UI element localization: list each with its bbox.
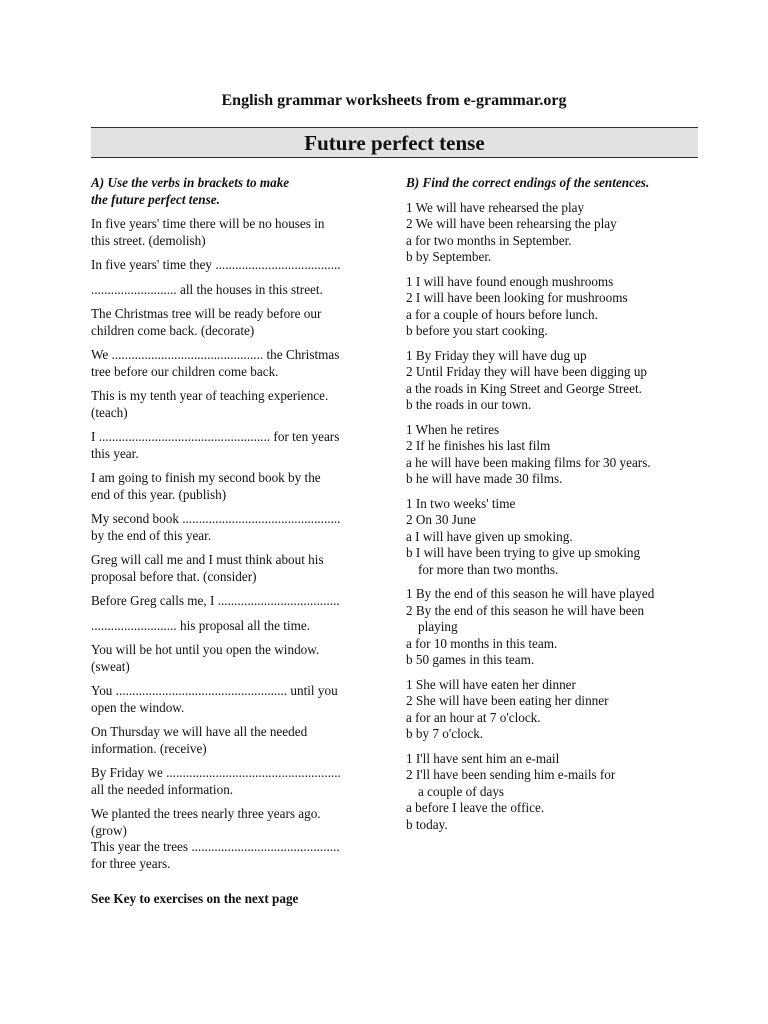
exercise-b-item-line: 2 By the end of this season he will have been [406,602,645,618]
exercise-a-item [91,552,371,585]
exercise-b-instruction: B) Find the correct endings of the sentences. [406,175,650,190]
exercise-a-item-line: open the window. [91,699,185,715]
exercise-b-item-line: for more than two months. [418,561,559,577]
exercise-a-item [91,388,371,421]
exercise-b-item-line: 1 By Friday they will have dug up [406,347,587,363]
exercise-a-item-line: On Thursday we will have all the needed [91,724,308,739]
exercise-b-item-line: 2 I'll have been sending him e-mails for [406,767,616,782]
exercise-b-item-line: b before you start cooking. [406,323,548,338]
exercise-b-item-line: 2 We will have been rehearsing the play [406,216,617,231]
exercise-a-item-line: all the needed information. [91,781,234,797]
exercise-b-item-line: b he will have made 30 films. [406,471,563,486]
exercise-a-item [91,683,371,716]
exercise-b-item [406,200,706,266]
exercise-b-item [406,422,706,488]
exercise-a-item-line: end of this year. (publish) [91,486,227,502]
exercise-b-item-line: 1 By the end of this season he will have played [406,586,655,601]
exercise-a-item-line: I .................................................... for ten years [91,429,340,444]
exercise-a-item-line: (teach) [91,404,128,420]
exercise-a-item-line: I am going to finish my second book by the [91,470,321,485]
exercise-a-item [91,429,371,462]
exercise-b-item-line: b by September. [406,249,492,264]
exercise-b-item-line: 1 When he retires [406,421,500,437]
exercise-b-item-line: 2 I will have been looking for mushrooms [406,290,628,305]
exercise-a-item-line: .......................... his proposal all the time. [91,617,311,633]
exercise-b-item-line: 2 Until Friday they will have been digging up [406,364,648,379]
exercise-b-item [406,348,706,414]
exercise-a-item [91,511,371,544]
exercise-b-item-line: a before I leave the office. [406,800,545,815]
exercise-a-instruction: A) Use the verbs in brackets to make the future perfect tense. [91,175,290,207]
exercise-a-item [91,765,371,798]
exercise-a-item-line: In five years' time there will be no houses in [91,216,325,231]
exercise-a-items [91,216,371,872]
exercise-b-item-line: a for two months in September. [406,232,572,248]
exercise-a-item-line: We .............................................. the Christmas [91,347,340,362]
exercise-a-item-line: this street. (demolish) [91,232,206,248]
page-title: Future perfect tense [304,131,485,155]
exercise-b-item-line: 2 She will have been eating her dinner [406,693,609,708]
exercise-b-item [406,496,706,579]
exercise-a-item [91,470,371,503]
answer-key-note: See Key to exercises on the next page [91,891,299,906]
site-title: English grammar worksheets from e-grammar.org [221,92,567,109]
exercise-a-item-line: In five years' time they ...................................... [91,257,341,272]
exercise-a-item-line: .......................... all the houses in this street. [91,281,323,297]
exercise-b-item [406,274,706,340]
exercise-a-item-line: for three years. [91,855,171,871]
exercise-a-item-line: We planted the trees nearly three years ago. [91,806,321,821]
exercise-a-item [91,282,371,299]
exercise-a-item-line: My second book ................................................ [91,511,341,526]
exercise-a-item-line: By Friday we ..................................................... [91,765,341,780]
exercise-b-item-line: a for a couple of hours before lunch. [406,306,598,322]
exercise-a-item-line: by the end of this year. [91,527,212,543]
exercise-b-item-line: b today. [406,816,448,832]
exercise-a-item [91,642,371,675]
exercise-a-item-line: children come back. (decorate) [91,322,255,338]
exercise-a-item-line: Before Greg calls me, I ..................................... [91,593,340,608]
exercise-b-item-line: 2 If he finishes his last film [406,438,551,453]
exercise-a-item [91,306,371,339]
page-title-bar [91,127,698,158]
exercise-a-item-line: The Christmas tree will be ready before our [91,306,322,321]
exercise-b-item-line: b by 7 o'clock. [406,726,484,741]
exercise-b-item-line: a the roads in King Street and George Street. [406,380,642,396]
exercise-a-column [91,175,371,880]
exercise-a-item-line: information. (receive) [91,740,207,756]
exercise-b-item-line: a for an hour at 7 o'clock. [406,709,541,725]
exercise-b-column [406,175,706,841]
exercise-b-item-line: 1 I will have found enough mushrooms [406,273,614,289]
exercise-b-item-line: a for 10 months in this team. [406,635,558,651]
exercise-b-item-line: playing [418,619,458,634]
exercise-a-item-line: This year the trees ............................................. [91,839,340,854]
exercise-b-item-line: b I will have been trying to give up smoking [406,545,641,560]
exercise-a-item [91,618,371,635]
exercise-b-item-line: 1 We will have rehearsed the play [406,199,585,215]
exercise-a-item [91,216,371,249]
exercise-a-item [91,806,371,872]
exercise-a-item [91,593,371,610]
exercise-b-item-line: 1 She will have eaten her dinner [406,676,576,692]
exercise-b-item [406,586,706,669]
exercise-a-item-line: this year. [91,445,139,461]
exercise-a-item-line: This is my tenth year of teaching experience. [91,388,329,403]
exercise-b-item [406,751,706,834]
exercise-a-item-line: tree before our children come back. [91,363,279,379]
exercise-a-item-line: Greg will call me and I must think about his [91,552,324,567]
exercise-b-item-line: 1 In two weeks' time [406,495,516,511]
exercise-a-item-line: You will be hot until you open the window. [91,642,320,657]
exercise-a-item [91,724,371,757]
exercise-b-item-line: 1 I'll have sent him an e-mail [406,750,560,766]
exercise-a-item [91,257,371,274]
exercise-b-item-line: b the roads in our town. [406,397,532,412]
exercise-a-item-line: (sweat) [91,658,130,674]
exercise-b-item-line: 2 On 30 June [406,512,476,527]
exercise-a-item [91,347,371,380]
exercise-b-item-line: a I will have given up smoking. [406,528,573,544]
exercise-a-item-line: You .................................................... until you [91,683,338,698]
exercise-b-item-line: a he will have been making films for 30 years. [406,454,651,470]
exercise-b-item-line: a couple of days [418,783,505,799]
exercise-a-item-line: proposal before that. (consider) [91,568,257,584]
exercise-b-item-line: b 50 games in this team. [406,652,535,667]
exercise-b-items [406,200,706,834]
exercise-b-item [406,677,706,743]
exercise-a-item-line: (grow) [91,822,127,838]
